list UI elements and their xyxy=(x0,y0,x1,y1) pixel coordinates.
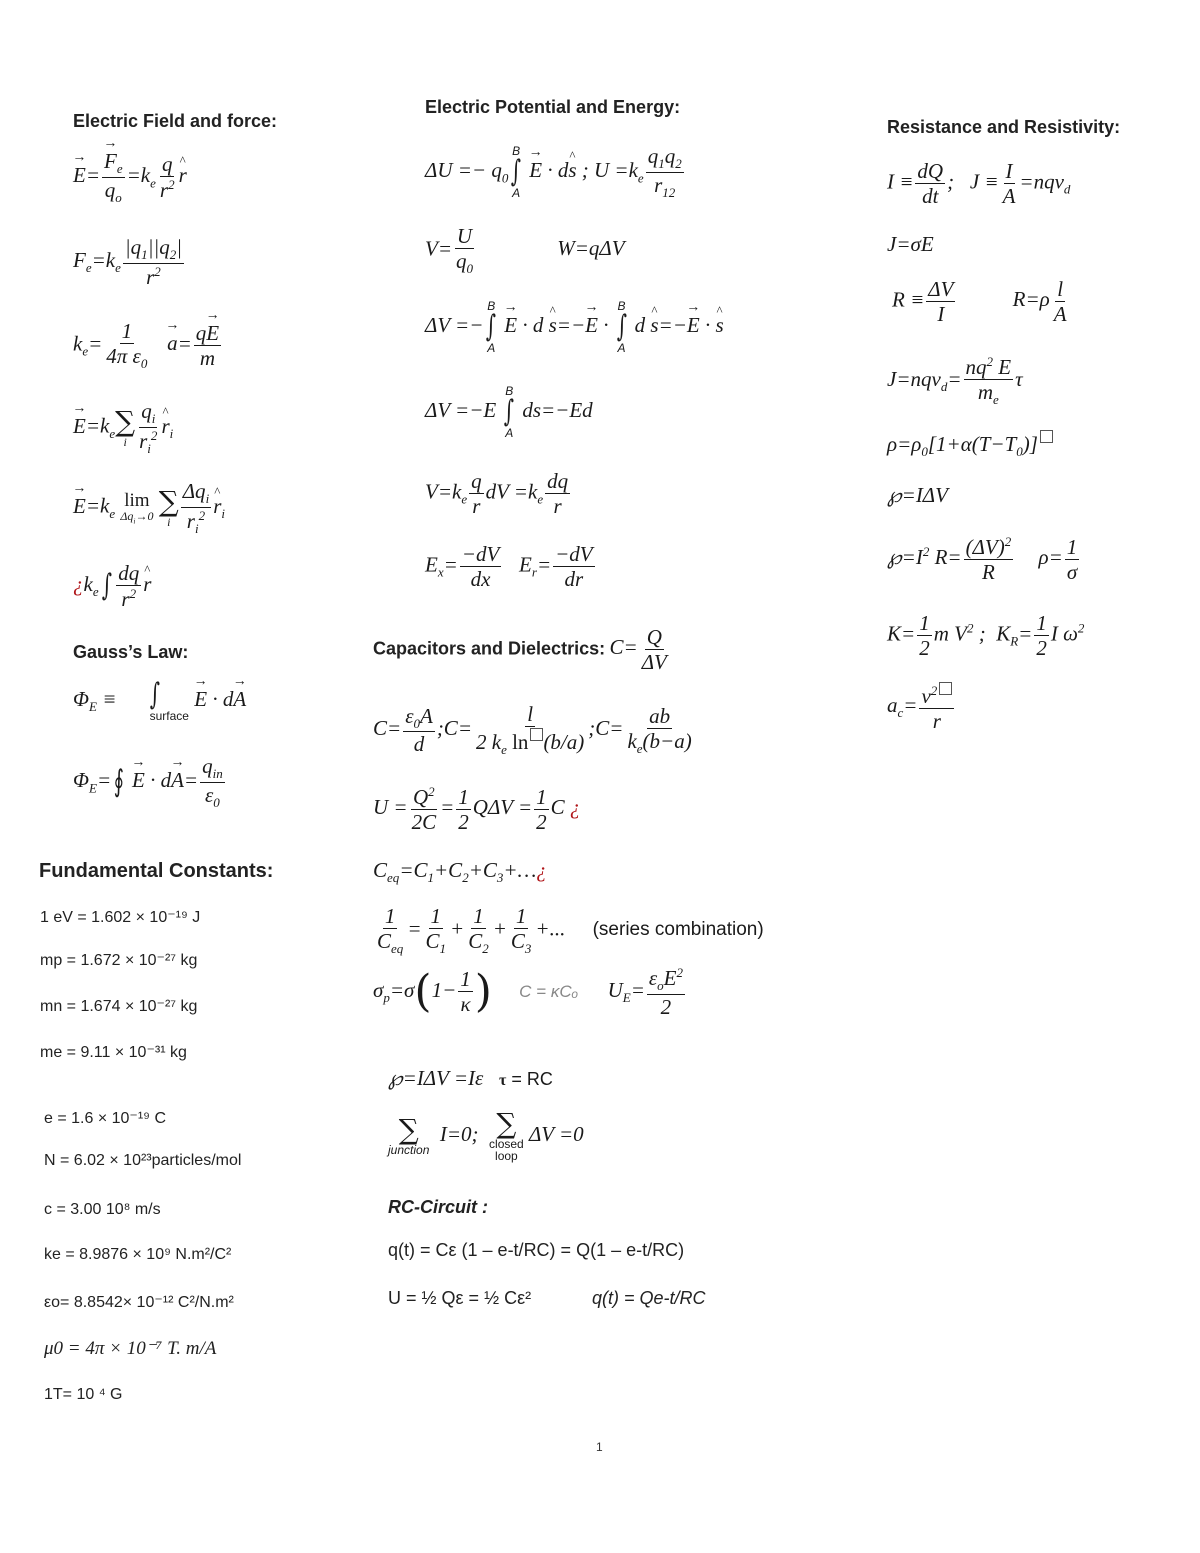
constant-elementary-charge: e = 1.6 × 10⁻¹⁹ C xyxy=(44,1110,167,1127)
equation-potential-definition: V= $\frac{U}{q_0}$ W=qΔV xyxy=(425,224,625,277)
constant-electron-mass: me = 9.11 × 10⁻³¹ kg xyxy=(40,1044,187,1061)
red-glyph: ¿ xyxy=(569,794,581,819)
equation-rc-energy: U = ½ Qε = ½ Cε² xyxy=(388,1288,532,1308)
closed-label: closed xyxy=(489,1137,524,1151)
constant-tesla-gauss: 1T= 10 ⁴ G xyxy=(44,1386,123,1403)
capacitance-definition-row xyxy=(373,626,671,673)
loop-label: loop xyxy=(495,1149,518,1163)
constant-proton-mass: mp = 1.672 × 10⁻²⁷ kg xyxy=(40,952,198,969)
red-glyph: ¿ xyxy=(73,571,84,596)
heading-resistance-resistivity: Resistance and Resistivity: xyxy=(887,117,1121,137)
equation-field-integral: ¿$k_e\int$ $\frac{dq}{r^2}$ ^ r xyxy=(73,562,151,610)
equation-uniform-field-potential: ΔV =−E B ∫ A ds=−Ed xyxy=(425,384,593,440)
dielectric-capacitance: C = κCₒ xyxy=(519,981,579,1001)
equation-kirchhoff-rules: ∑ junction I=0; ∑ closed loop ΔV =0 xyxy=(388,1107,584,1163)
equation-rc-discharging: q(t) = Qe-t/RC xyxy=(592,1288,706,1308)
constant-permeability: μ0 = 4π × 10⁻⁷ T. m/A xyxy=(44,1338,217,1359)
heading-rc-circuit: RC-Circuit : xyxy=(388,1197,488,1217)
equation-potential-difference: ΔV =− B ∫ A → E · d ^ s=−→ E · B ∫ A d ^ s=−→ E · ^ s xyxy=(425,300,724,354)
equation-resistivity-temperature: $\rho=\rho_0[1+\alpha(T-T_0)]$ xyxy=(887,430,1053,460)
equation-potential-energy: $\Delta U =- q_0$ B ∫ A → E · d^ s ; $U =k_e$ $\frac{q_1q_2}{r_{12}}$ xyxy=(425,145,686,200)
heading-fundamental-constants: Fundamental Constants: xyxy=(39,860,274,882)
equation-power: ℘=IΔV xyxy=(887,483,948,507)
page-number: 1 xyxy=(596,1440,603,1454)
equation-parallel-capacitors: $C_{eq}=C_1+C_2+C_3+\dots¿$ xyxy=(373,858,547,886)
constant-speed-of-light: c = 3.00 10⁸ m/s xyxy=(44,1201,161,1218)
equation-resistance: R ≡ $\frac{\Delta V}{I}$ R=ρ $\frac{l}{A}$ xyxy=(892,277,1067,327)
constant-coulomb: ke = 8.9876 × 10⁹ N.m²/C² xyxy=(44,1246,232,1263)
equation-field-from-potential: $E_x=$ $\frac{-dV}{dx}$ $E_r=$ $\frac{-dV}{dr}$ xyxy=(425,542,593,592)
junction-label: junction xyxy=(388,1143,430,1157)
equation-coulomb-force: $F_e=k_e$ $\frac{|q_1||q_2|}{r^2}$ xyxy=(73,235,183,289)
equation-kinetic-energy: K= $\frac{1}{2}$ m $V^2$ ; $K_R=$ $\frac{1}{2}$ I $\omega^2$ xyxy=(887,611,1085,661)
surface-label: surface xyxy=(149,709,189,723)
constant-neutron-mass: mn = 1.674 × 10⁻²⁷ kg xyxy=(40,998,198,1015)
heading-electric-potential-energy: Electric Potential and Energy: xyxy=(425,97,681,117)
equation-field-limit: → $E=k_e$ lim $\Delta q_i\to 0$ ∑ i $\frac{\Delta q_i}{r_i^2}$ ^ $r_i$ xyxy=(73,480,225,536)
equation-rc-charging: q(t) = Cε (1 – e-t/RC) = Q(1 – e-t/RC) xyxy=(388,1240,685,1260)
equation-series-capacitors: $\frac{1}{C_{eq}}$ = $\frac{1}{C_1}$ + $\frac{1}{C_2}$ + $\frac{1}{C_3}$ +... (series combination) xyxy=(377,904,764,957)
constant-avogadro: N = 6.02 × 10²³particles/mol xyxy=(44,1152,242,1169)
equation-drift-current: J=nqv$_d$= $\frac{nq^2 E}{m_e}$ τ xyxy=(887,354,1023,408)
equation-dielectric: $\sigma_p=\sigma(1-$ $\frac{1}{\kappa}$ ) C = κCₒ $U_E=$ $\frac{\varepsilon_oE^2}{2}$ xyxy=(373,965,683,1019)
equation-power-resistance: $℘=I^2$ R= $\frac{(\Delta V)^2}{R}$ ρ= $\frac{1}{\sigma}$ xyxy=(887,534,1078,585)
equation-capacitor-energy: U = $\frac{Q^2}{2C}$ = $\frac{1}{2}$ QΔV = $\frac{1}{2}$ C ¿ xyxy=(373,784,581,835)
equation-electric-field-definition: → E= → $\frac{F_e}{q_o}$ $=k_e$ $\frac{q}{r^2}$ ^ r xyxy=(73,150,187,205)
equation-gauss-law: $\Phi_E=∮ \to E \cdot d\to A=$ $\frac{q_{in}}{\varepsilon_0}$ xyxy=(73,755,227,810)
equation-centripetal-acceleration: $a_c=$ $\frac{v^2}{r}$ xyxy=(887,682,956,732)
equation-point-charge-potential: $V=k_e$ $\frac{q}{r}$ dV $=k_e$ $\frac{dq}{r}$ xyxy=(425,469,569,519)
equation-current-density: I ≡ $\frac{dQ}{dt}$ ; J ≡ $\frac{I}{A}$ =nqv$_d$ xyxy=(887,159,1071,209)
constant-permittivity: εo= 8.8542× 10⁻¹² C²/N.m² xyxy=(44,1294,234,1311)
heading-gauss-law: Gauss’s Law: xyxy=(73,642,189,662)
equation-power-time-constant: ℘=IΔV =Iε τ = RC xyxy=(388,1066,553,1090)
equation-field-sum: → $E=k_e$ ∑ i $\frac{q_i}{r_i^2}$ ^ $r_i$ xyxy=(73,400,173,456)
series-combination-label: (series combination) xyxy=(592,919,764,941)
equation-capacitance: C= $\frac{Q}{\Delta V}$ xyxy=(609,625,667,675)
equation-ohm-microscopic: J=σE xyxy=(887,232,934,256)
equation-electric-flux: $\Phi_E$ ≡ ∫ surface → E · d→ A xyxy=(73,680,246,722)
constant-electron-volt: 1 eV = 1.602 × 10⁻¹⁹ J xyxy=(40,909,201,926)
heading-electric-field-force: Electric Field and force: xyxy=(73,111,278,131)
equation-capacitor-geometries: C= $\frac{\varepsilon_0A}{d}$ ;C= $\frac{l}{2 k_e \ln (b/a)}$ ;C= $\frac{ab}{k_e(b-a)}$ xyxy=(373,702,692,758)
heading-capacitors-dielectrics: Capacitors and Dielectrics: xyxy=(373,638,606,659)
red-glyph: ¿ xyxy=(536,858,547,882)
equation-coulomb-constant: $k_e=$ $\frac{1}{4\pi \varepsilon_0}$ → a= $\frac{q\to E}{m}$ xyxy=(73,320,223,371)
